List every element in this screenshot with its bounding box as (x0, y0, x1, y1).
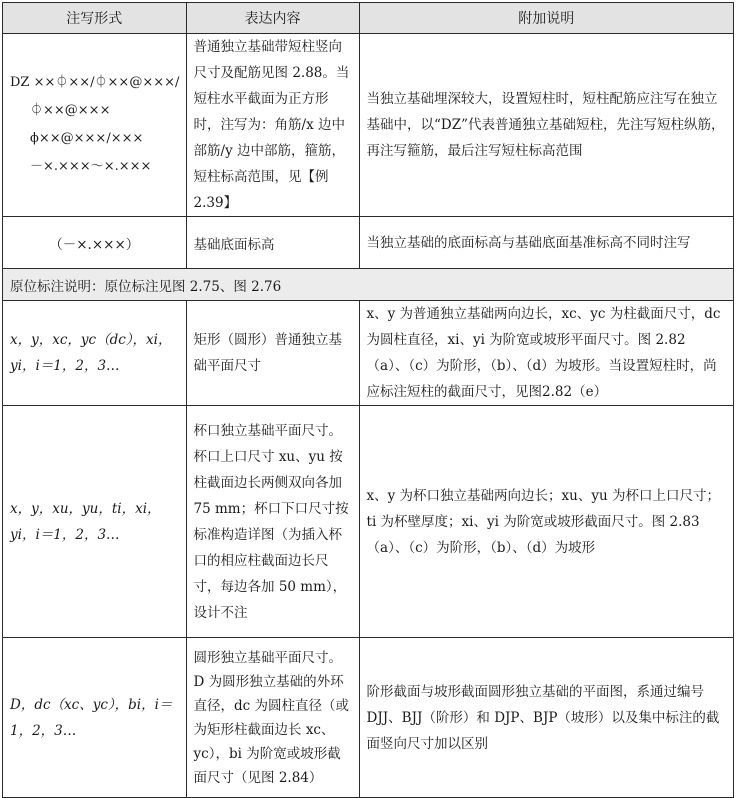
table-header-row (3, 3, 734, 34)
row4-note: x、y 为普通独立基础两向边长，xc、yc 为柱截面尺寸，dc 为圆柱直径，xi、yi 为阶宽或坡形平面尺寸。图 2.82（a）、（c）为阶形，（b）、（d）为坡形。当设置短柱时，尚应标注短柱的截面尺寸，见图2.82（e） (359, 301, 733, 406)
row2-note: 当独立基础的底面标高与基础底面基准标高不同时注写 (359, 217, 733, 269)
row1-content: 普通独立基础带短柱竖向尺寸及配筋见图 2.88。当短柱水平截面为正方形时，注写为：角筋/x 边中部筋/y 边中部筋，箍筋，短柱标高范围，见【例 2.39】 (186, 34, 359, 217)
header-additional-notes: 附加说明 (359, 3, 733, 34)
row4-content: 矩形（圆形）普通独立基础平面尺寸 (186, 301, 359, 406)
row2-content: 基础底面标高 (186, 217, 359, 269)
row6-content: 圆形独立基础平面尺寸。D 为圆形独立基础的外环直径，dc 为圆柱直径（或为矩形柱截面边长 xc、yc），bi 为阶宽或坡形截面尺寸（见图 2.84） (186, 638, 359, 798)
table-row (3, 34, 734, 217)
formula-line: ⏀××@××× (30, 103, 111, 118)
row1-note: 当独立基础埋深较大，设置短柱时，短柱配筋应注写在独立基础中，以“DZ”代表普通独立基础短柱，先注写短柱纵筋，再注写箍筋，最后注写短柱标高范围 (359, 34, 733, 217)
section-title: 原位标注说明：原位标注见图 2.75、图 2.76 (3, 269, 734, 301)
formula-line: －×.×××～×.××× (30, 159, 152, 174)
row5-content: 杯口独立基础平面尺寸。杯口上口尺寸 xu、yu 按柱截面边长两侧双向各加 75 mm；杯口下口尺寸按标准构造详图（为插入杯口的相应柱截面边长尺寸，每边各加 50 mm），设计不注 (186, 406, 359, 638)
section-row (3, 269, 734, 301)
row1-formula (3, 34, 187, 217)
table-row (3, 217, 734, 269)
row5-formula: x，y，xu，yu，ti，xi，yi，i＝1，2，3… (3, 406, 187, 638)
table-row (3, 406, 734, 638)
row6-formula: D，dc（xc、yc），bi，i＝1，2，3… (3, 638, 187, 798)
formula-line: ϕ××@×××/××× (30, 131, 144, 146)
row6-note: 阶形截面与坡形截面圆形独立基础的平面图，系通过编号 DJJ、BJJ（阶形）和 DJP、BJP（坡形）以及集中标注的截面竖向尺寸加以区别 (359, 638, 733, 798)
header-expressed-content: 表达内容 (186, 3, 359, 34)
row2-formula: （－×.×××） (3, 217, 187, 269)
table-row (3, 638, 734, 798)
header-notation-form: 注写形式 (3, 3, 187, 34)
formula-line: DZ ××⏀××/⏀××@×××/ (10, 75, 180, 90)
row4-formula: x，y，xc，yc（dc），xi，yi，i＝1，2，3… (3, 301, 187, 406)
table-row (3, 301, 734, 406)
notation-table (2, 2, 734, 798)
row5-note: x、y 为杯口独立基础两向边长；xu、yu 为杯口上口尺寸；ti 为杯壁厚度；xi、yi 为阶宽或坡形截面尺寸。图 2.83（a）、（c）为阶形，（b）、（d）为坡形 (359, 406, 733, 638)
